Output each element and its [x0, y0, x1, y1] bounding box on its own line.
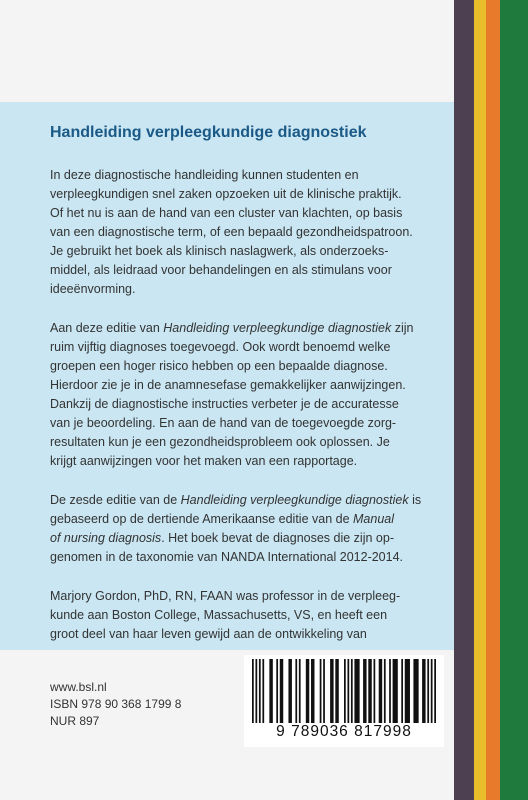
barcode-bar	[368, 659, 371, 723]
text-line	[50, 491, 443, 510]
barcode-bar	[306, 659, 309, 723]
barcode-bar	[351, 659, 353, 723]
text-line: Marjory Gordon, PhD, RN, FAAN was professor in de verpleeg-	[50, 589, 401, 603]
text-line: ideeënvorming.	[50, 282, 136, 296]
barcode-bars	[244, 655, 444, 725]
barcode-bar	[389, 659, 391, 723]
text-line: Dankzij de diagnostische instructies verbeter je de accuratesse	[50, 397, 399, 411]
text-line: genomen in de taxonomie van NANDA International 2012-2014.	[50, 550, 404, 564]
barcode-bar	[374, 659, 376, 723]
barcode-bar	[431, 659, 433, 723]
publisher-info	[50, 679, 181, 730]
barcode-bar	[330, 659, 333, 723]
text-run: Aan deze editie van	[50, 321, 164, 335]
barcode-bar	[295, 659, 297, 723]
barcode-bar	[259, 659, 261, 723]
text-line: groot deel van haar leven gewijd aan de ontwikkeling van	[50, 627, 367, 641]
text-run: . Het boek bevat de diagnoses die zijn op-	[161, 531, 394, 545]
spine-stripe-orange	[486, 0, 500, 800]
top-band	[0, 0, 454, 102]
text-line: middel, als leidraad voor behandelingen en als stimulans voor	[50, 263, 392, 277]
barcode-bar	[276, 659, 278, 723]
barcode-bar	[323, 659, 325, 723]
text-line: verpleegkundigen snel zaken opzoeken uit de klinische praktijk.	[50, 187, 402, 201]
text-line: van een diagnostische term, of een bepaald gezondheidspatroon.	[50, 225, 413, 239]
text-run: De zesde editie van de	[50, 493, 181, 507]
blurb-text	[50, 166, 443, 664]
text-line: Hierdoor zie je in de anamnesefase gemakkelijker aanwijzingen.	[50, 378, 406, 392]
text-line: ruim vijftig diagnoses toegevoegd. Ook wordt benoemd welke	[50, 340, 391, 354]
text-run: is	[408, 493, 422, 507]
spine-stripe-purple	[454, 0, 474, 800]
paragraph-author	[50, 587, 443, 644]
barcode-bar	[269, 659, 272, 723]
manual-title-italic: Manual	[353, 512, 394, 526]
barcode-bar	[255, 659, 257, 723]
barcode-bar	[354, 659, 359, 723]
barcode-bar	[405, 659, 410, 723]
manual-title-italic: of nursing diagnosis	[50, 531, 162, 545]
spine-stripe-green	[500, 0, 528, 800]
barcode-bar	[288, 659, 291, 723]
barcode-bar	[344, 659, 346, 723]
barcode-bar	[299, 659, 301, 723]
barcode-bar	[427, 659, 429, 723]
text-line: krijgt aanwijzingen voor het maken van een rapportage.	[50, 454, 358, 468]
barcode	[244, 655, 444, 747]
barcode-bar	[422, 659, 425, 723]
book-title-italic: Handleiding verpleegkundige diagnostiek	[163, 321, 392, 335]
barcode-bar	[413, 659, 418, 723]
book-title: Handleiding verpleegkundige diagnostiek	[50, 124, 367, 141]
spine-stripe-yellow	[474, 0, 486, 800]
barcode-number: 9 789036 817998	[244, 723, 444, 741]
barcode-bar	[347, 659, 349, 723]
text-run: zijn	[391, 321, 414, 335]
paragraph-sixth-edition	[50, 491, 443, 567]
isbn-text: ISBN 978 90 368 1799 8	[50, 697, 182, 711]
book-title-italic: Handleiding verpleegkundige diagnostiek	[180, 493, 409, 507]
text-line: resultaten kun je een gezondheidsprobleem ook oplossen. Je	[50, 435, 390, 449]
text-line: Of het nu is aan de hand van een cluster van klachten, op basis	[50, 206, 403, 220]
barcode-bar	[401, 659, 403, 723]
barcode-bar	[379, 659, 382, 723]
barcode-bar	[335, 659, 338, 723]
nur-code: NUR 897	[50, 714, 100, 728]
barcode-bar	[434, 659, 436, 723]
text-line: kunde aan Boston College, Massachusetts, VS, en heeft een	[50, 608, 388, 622]
text-line	[50, 319, 443, 338]
text-line: In deze diagnostische handleiding kunnen studenten en	[50, 168, 359, 182]
text-line: groepen een hoger risico hebben op een bepaalde diagnose.	[50, 359, 388, 373]
barcode-bar	[311, 659, 314, 723]
text-line	[50, 510, 443, 529]
barcode-bar	[262, 659, 264, 723]
text-line: van je beoordeling. En aan de hand van de toegevoegde zorg-	[50, 416, 397, 430]
text-line	[50, 529, 443, 548]
barcode-bar	[280, 659, 283, 723]
barcode-bar	[384, 659, 386, 723]
barcode-bar	[393, 659, 398, 723]
paragraph-intro	[50, 166, 443, 299]
text-run: gebaseerd op de dertiende Amerikaanse editie van de	[50, 512, 353, 526]
barcode-bar	[252, 659, 254, 723]
paragraph-edition	[50, 319, 443, 471]
text-line: Je gebruikt het boek als klinisch naslagwerk, als onderzoeks-	[50, 244, 389, 258]
barcode-bar	[363, 659, 366, 723]
barcode-bar	[320, 659, 322, 723]
publisher-website: www.bsl.nl	[50, 680, 107, 694]
